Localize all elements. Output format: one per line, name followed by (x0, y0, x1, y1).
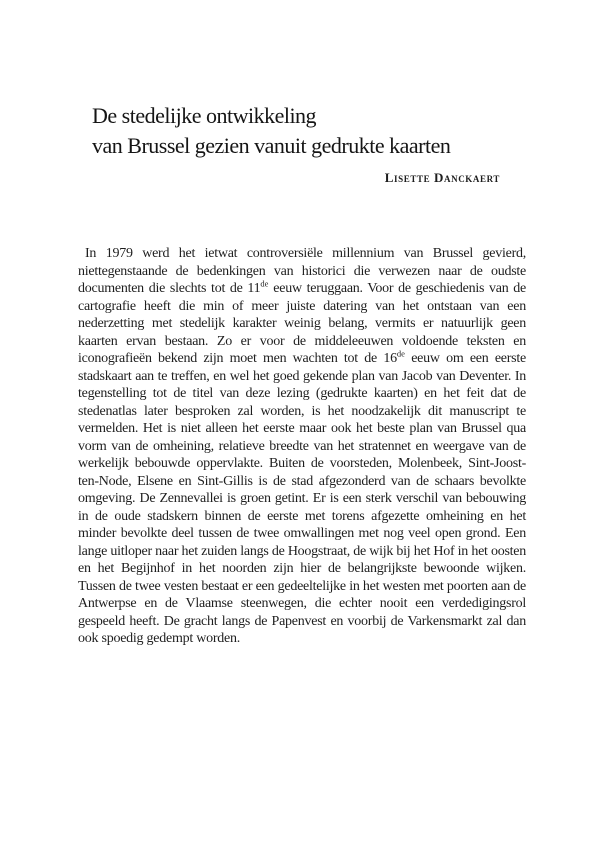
page-title-line-2: van Brussel gezien vanuit gedrukte kaarten (92, 133, 451, 158)
author-byline: Lisette Danckaert (384, 170, 500, 185)
page-title-line-1: De stedelijke ontwikkeling (92, 103, 317, 128)
article-paragraph: In 1979 werd het ietwat controversiële millennium van Brussel gevierd, niettegenstaande de bedenkingen van historici die verwezen naar de oudste documenten die slechts tot de 11de eeuw teruggaan. Voor de geschiedenis van de cartografie heeft die min of meer juiste datering van het ontstaan van een nederzetting met stedelijk karakter weinig belang, vermits er natuurlijk geen kaarten ervan bestaan. Zo er voor de middeleeuwen voldoende teksten en iconografieën bekend zijn moet men wachten tot de 16de eeuw om een eerste stadskaart aan te treffen, en wel het goed gekende plan van Jacob van Deventer. In tegenstelling tot de titel van deze lezing (gedrukte kaarten) en het feit dat de stedenatlas later besproken zal worden, is het noodzakelijk dit manuscript te vermelden. Het is niet alleen het eerste maar ook het beste plan van Brussel qua vorm van de omheining, relatieve breedte van het stratennet en weergave van de werkelijk bebouwde oppervlakte. Buiten de voorsteden, Molenbeek, Sint-Joost-ten-Node, Elsene en Sint-Gillis is de stad afgezonderd van de schaars bevolkte omgeving. De Zennevallei is groen getint. Er is een sterk verschil van bebouwing in de oude stadskern binnen de eerste met torens afgezette omheining en het minder bevolkte deel tussen de twee omwallingen met nog veel open grond. Een lange uitloper naar het zuiden langs de Hoogstraat, de wijk bij het Hof in het oosten en het Begijnhof in het noorden zijn hier de belangrijkste bewoonde wijken. Tussen de twee vesten bestaat er een gedeeltelijke in het westen met poorten aan de Antwerpse en de Vlaamse steenwegen, die echter nooit een verdedigingsrol gespeeld heeft. De gracht langs de Papenvest en voorbij de Varkensmarkt zal dan ook spoedig gedempt worden. (78, 246, 527, 646)
page-title (92, 101, 450, 161)
